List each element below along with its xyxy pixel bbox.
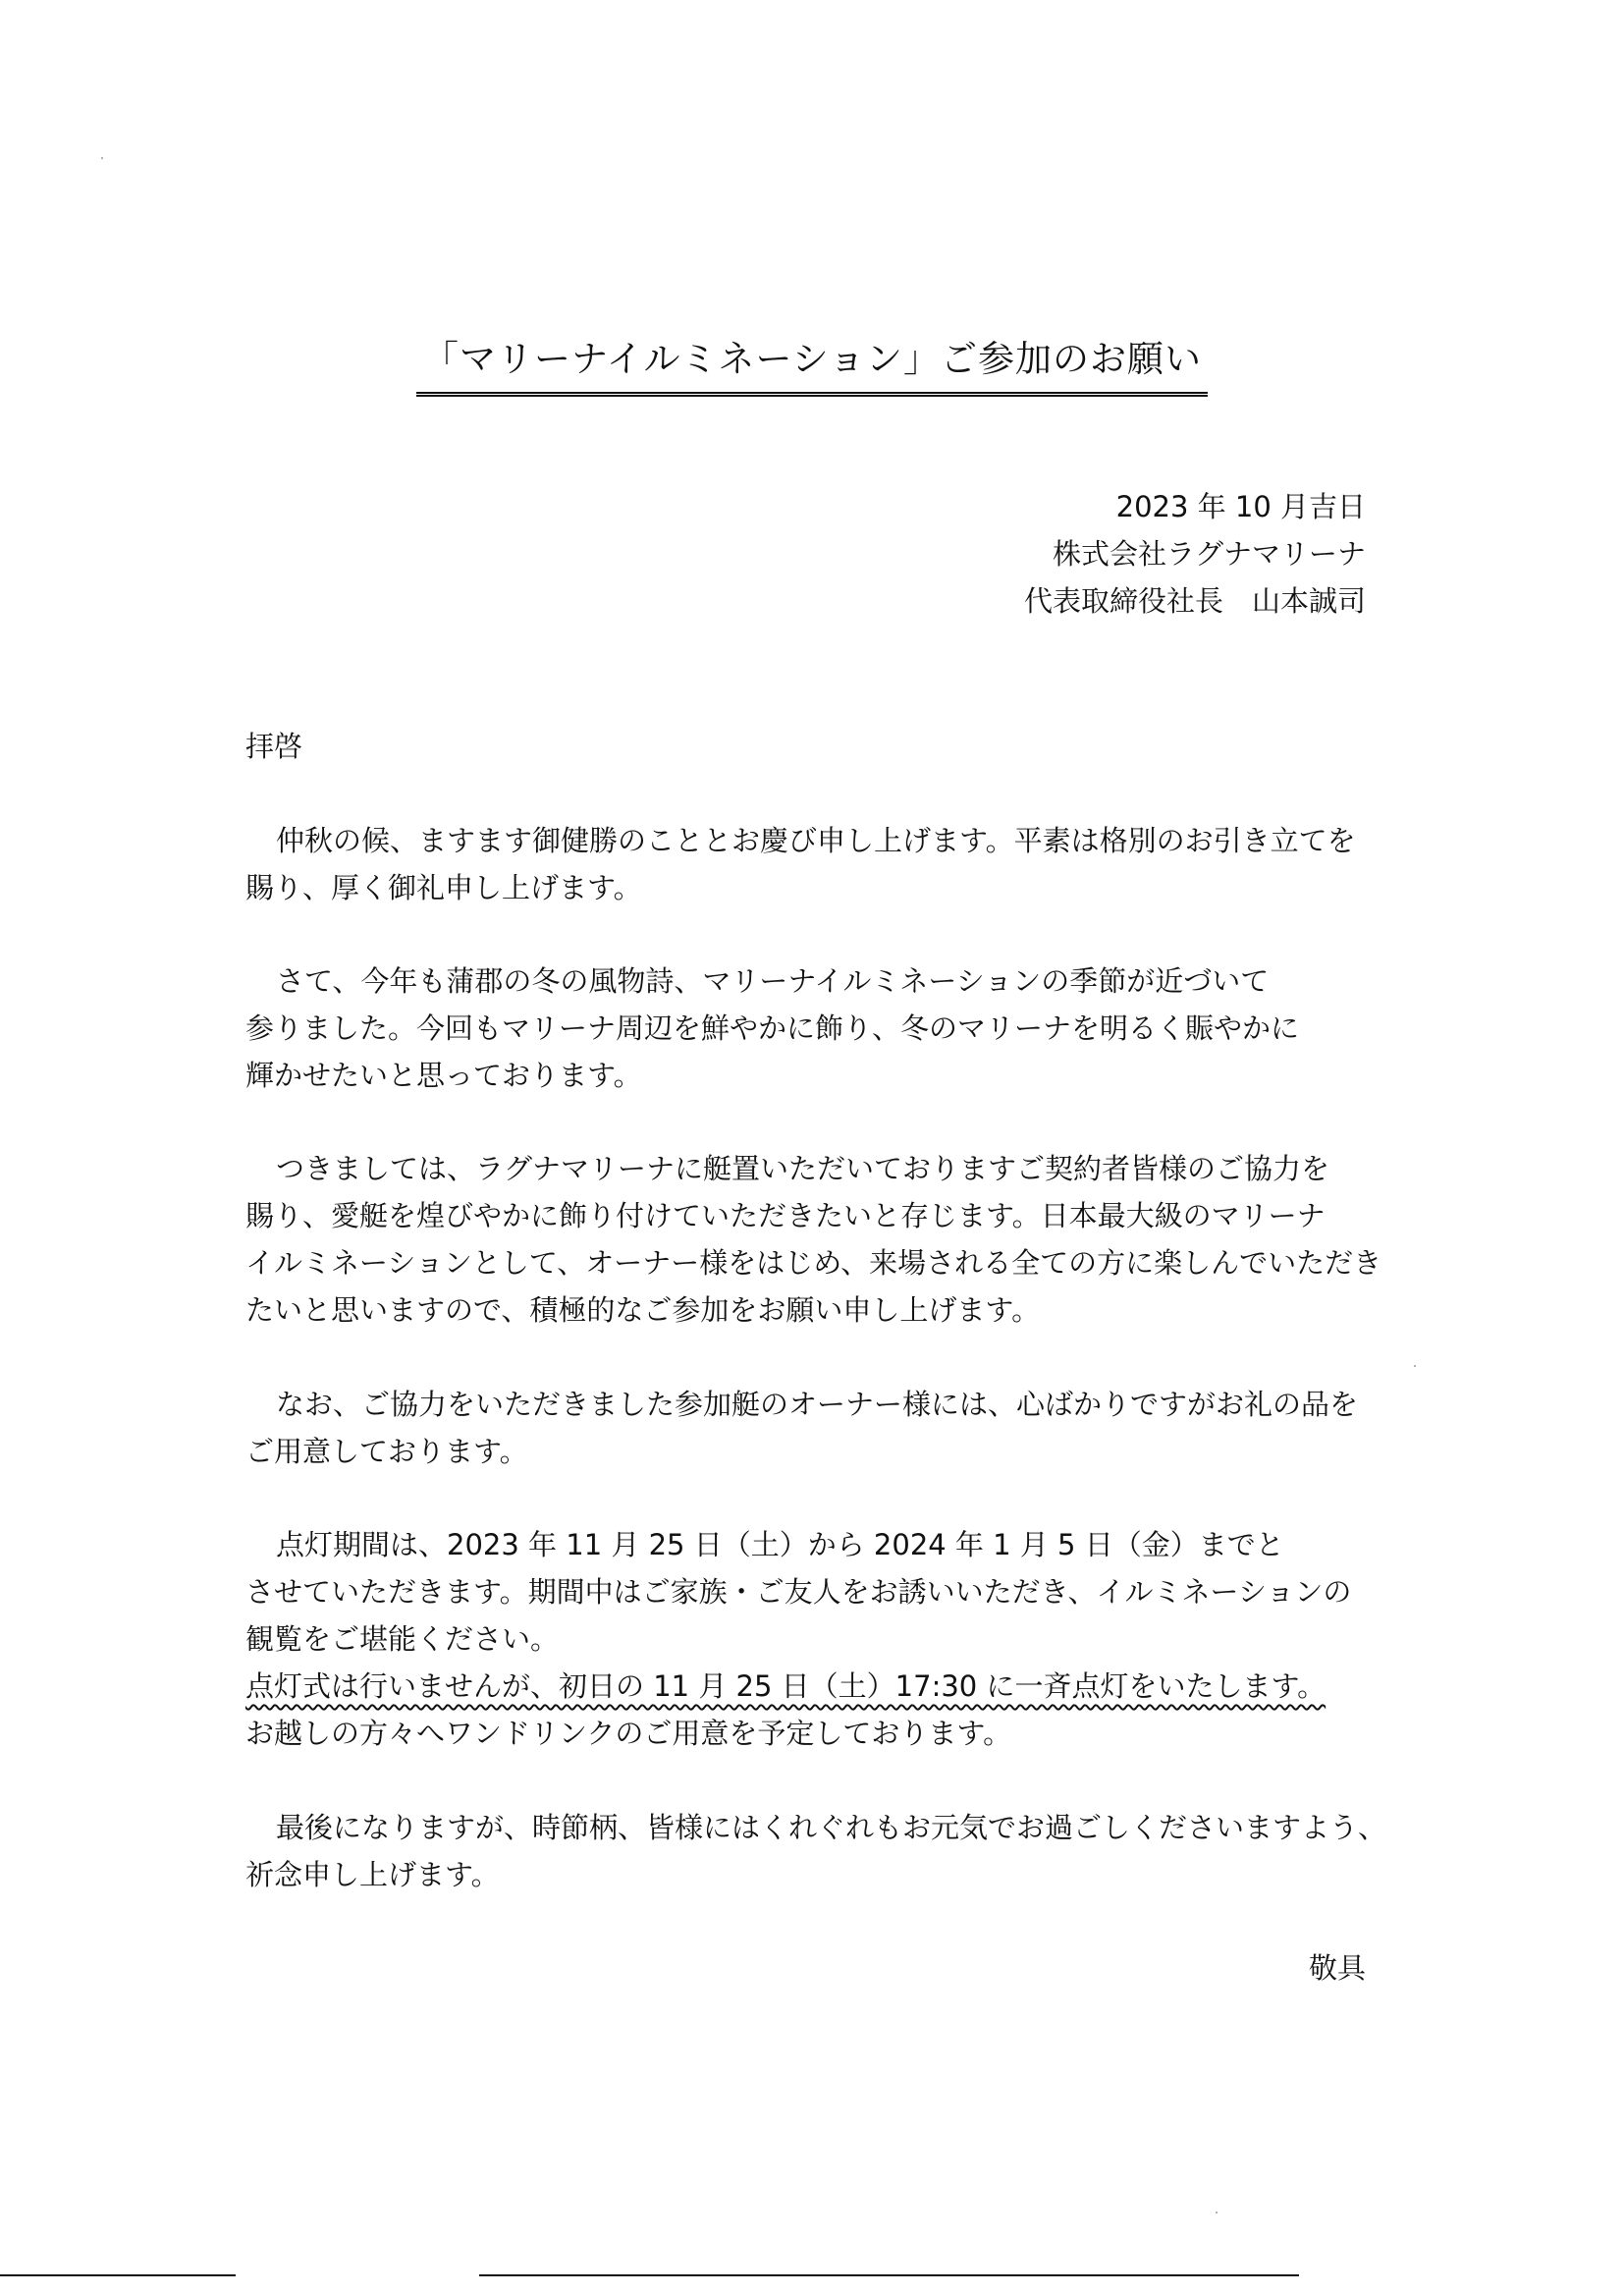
scan-edge-line-left [0,2274,236,2276]
paragraph-line-emphasis [245,1663,1375,1710]
paragraph-season [245,957,1375,1099]
paragraph-line: イルミネーションとして、オーナー様をはじめ、来場される全ての方に楽しんでいただき [245,1246,1382,1280]
paragraph-greeting [245,817,1375,911]
salutation: 拝啓 [245,730,303,763]
paragraph-line: ご用意しております。 [245,1435,528,1468]
scan-speck [1414,1365,1416,1367]
paragraph-line: なお、ご協力をいただきました参加艇のオーナー様には、心ばかりですがお礼の品を [276,1388,1359,1421]
paragraph-line: 観覧をご堪能ください。 [245,1622,560,1656]
paragraph-schedule [245,1521,1375,1757]
wavy-underline-text: 点灯式は行いませんが、初日の 11 月 25 日（土）17:30 に一斉点灯をいたします。 [245,1669,1326,1703]
paragraph-closing-wish [245,1804,1387,1898]
paragraph-line: 仲秋の候、ますます御健勝のこととお慶び申し上げます。平素は格別のお引き立てを [276,824,1356,857]
paragraph-line: 賜り、厚く御礼申し上げます。 [245,871,642,904]
signatory: 代表取締役社長 山本誠司 [1023,584,1366,618]
paragraph-line: 点灯期間は、2023 年 11 月 25 日（土）から 2024 年 1 月 5 日（金）までと [276,1528,1284,1561]
scan-edge-line-right [479,2274,1299,2276]
company-name: 株式会社ラグナマリーナ [1052,537,1366,571]
scan-speck [1216,2212,1218,2213]
paragraph-request [245,1145,1382,1334]
scan-speck [101,157,103,159]
paragraph-line: させていただきます。期間中はご家族・ご友人をお誘いいただき、イルミネーションの [245,1575,1352,1609]
paragraph-line: さて、今年も蒲郡の冬の風物詩、マリーナイルミネーションの季節が近づいて [276,964,1270,998]
paragraph-line: お越しの方々へワンドリンクのご用意を予定しております。 [245,1717,1012,1750]
title-container [0,329,1624,397]
paragraph-line: 祈念申し上げます。 [245,1858,500,1891]
letter-date: 2023 年 10 月吉日 [1115,490,1366,523]
closing-phrase: 敬具 [1308,1951,1366,1985]
paragraph-line: 賜り、愛艇を煌びやかに飾り付けていただきたいと存じます。日本最大級のマリーナ [245,1199,1326,1232]
paragraph-gift [245,1381,1375,1475]
paragraph-line: 輝かせたいと思っております。 [245,1059,642,1092]
paragraph-line: 最後になりますが、時節柄、皆様にはくれぐれもお元気でお過ごしくださいますよう、 [276,1811,1387,1844]
paragraph-line: たいと思いますので、積極的なご参加をお願い申し上げます。 [245,1293,1041,1327]
paragraph-line: つきましては、ラグナマリーナに艇置いただいておりますご契約者皆様のご協力を [276,1152,1330,1185]
letter-header [1024,483,1366,625]
letter-title: 「マリーナイルミネーション」ご参加のお願い [416,329,1208,397]
paragraph-line: 参りました。今回もマリーナ周辺を鮮やかに飾り、冬のマリーナを明るく賑やかに [245,1011,1300,1045]
